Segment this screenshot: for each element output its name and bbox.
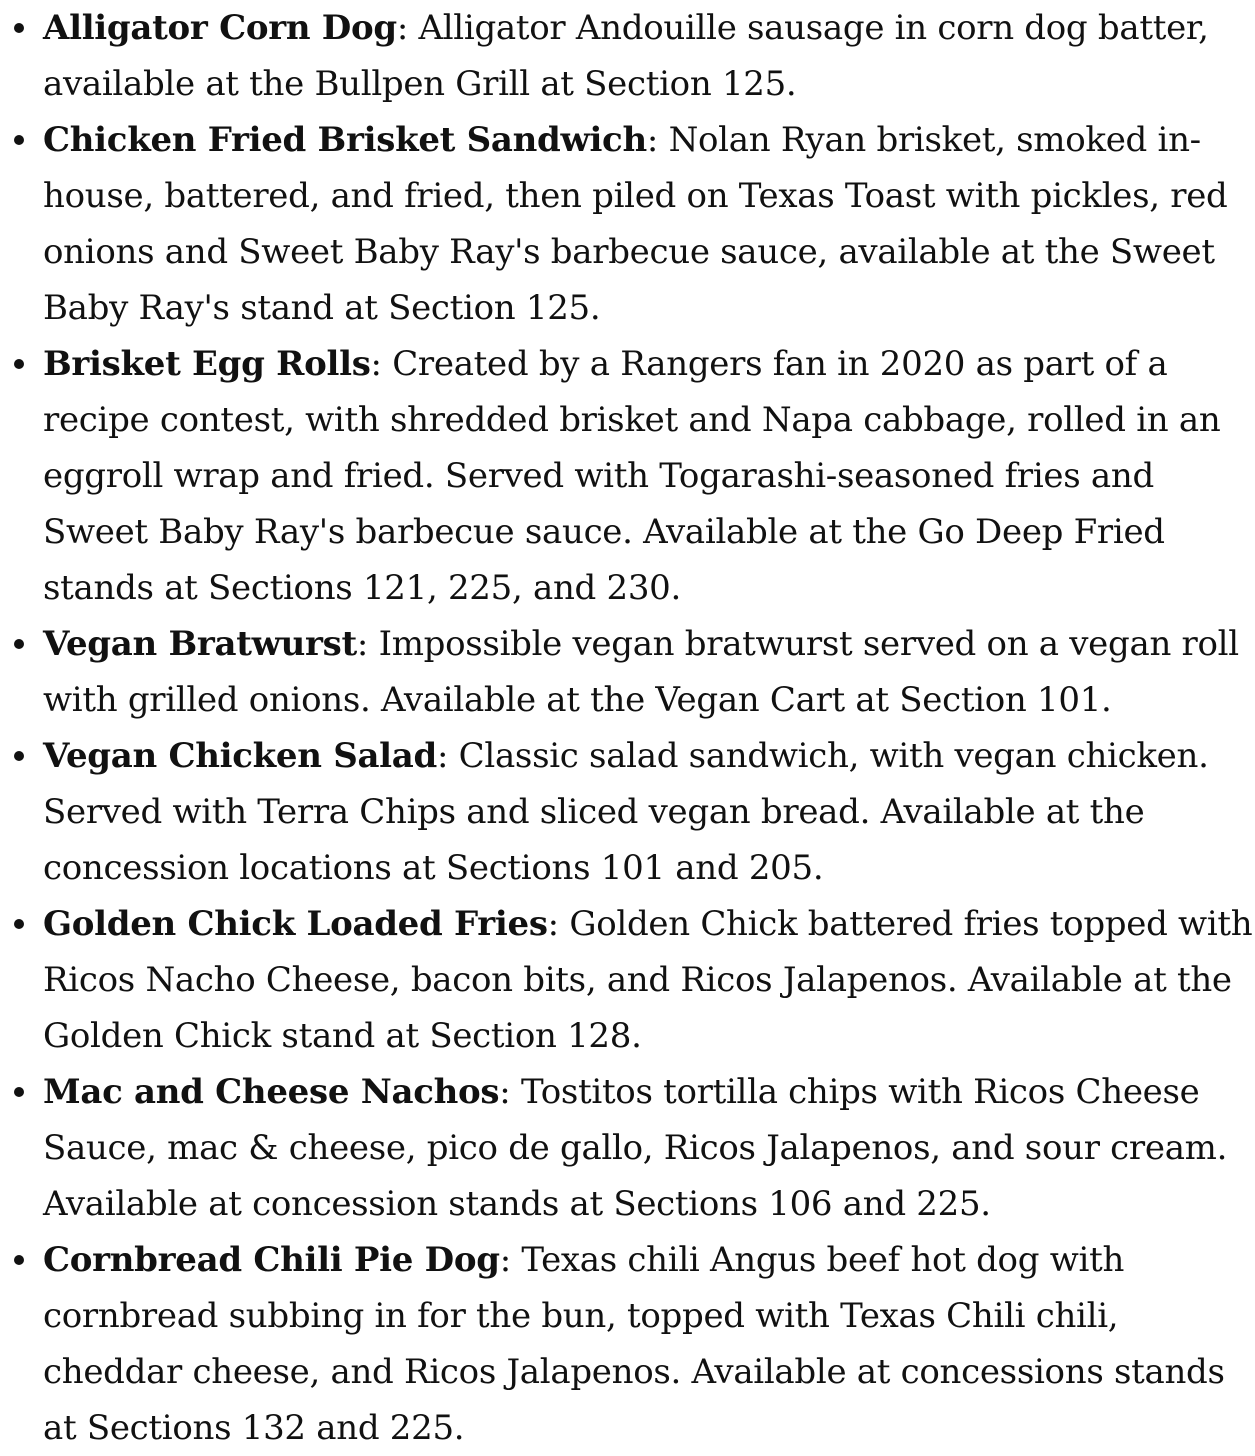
item-separator: : xyxy=(437,736,459,776)
item-name: Mac and Cheese Nachos xyxy=(43,1072,500,1112)
item-description: Created by a Rangers fan in 2020 as part of a recipe contest, with shredded brisket and Napa cabbage, rolled in an eggroll wrap and fried. Served with Togarashi-seasoned fries and Sweet Baby Ray's barbecue sauce. Available at the Go Deep Fried stands at Sections 121, 225, and 230. xyxy=(43,344,1221,608)
item-name: Vegan Chicken Salad xyxy=(43,736,437,776)
item-description: Classic salad sandwich, with vegan chicken. Served with Terra Chips and sliced vegan bread. Available at the concession locations at Sections 101 and 205. xyxy=(43,736,1209,888)
item-description: Golden Chick battered fries topped with Ricos Nacho Cheese, bacon bits, and Ricos Jalapenos. Available at the Golden Chick stand at Section 128. xyxy=(43,904,1253,1056)
item-name: Cornbread Chili Pie Dog xyxy=(43,1240,500,1280)
bullet-icon xyxy=(14,359,24,369)
item-separator: : xyxy=(396,8,419,48)
bullet-icon xyxy=(14,1255,24,1265)
item-separator: : xyxy=(370,344,393,384)
item-description: Impossible vegan bratwurst served on a vegan roll with grilled onions. Available at the Vegan Cart at Section 101. xyxy=(43,624,1239,720)
list-item-brisket-egg-rolls xyxy=(43,336,1255,616)
item-description: Tostitos tortilla chips with Ricos Cheese Sauce, mac & cheese, pico de gallo, Ricos Jalapenos, and sour cream. Available at concession stands at Sections 106 and 225. xyxy=(43,1072,1228,1224)
item-separator: : xyxy=(499,1240,522,1280)
bullet-icon xyxy=(14,639,24,649)
item-name: Brisket Egg Rolls xyxy=(43,344,371,384)
item-separator: : xyxy=(356,624,379,664)
list-item-mac-and-cheese-nachos xyxy=(43,1064,1255,1232)
item-name: Alligator Corn Dog xyxy=(43,8,397,48)
bullet-icon xyxy=(14,23,24,33)
item-separator: : xyxy=(547,904,570,944)
item-description: Alligator Andouille sausage in corn dog batter, available at the Bullpen Grill at Section 125. xyxy=(43,8,1209,104)
list-item-vegan-chicken-salad xyxy=(43,728,1255,896)
bullet-icon xyxy=(14,919,24,929)
item-name: Golden Chick Loaded Fries xyxy=(43,904,548,944)
list-item-chicken-fried-brisket-sandwich xyxy=(43,112,1255,336)
bullet-icon xyxy=(14,135,24,145)
list-item-alligator-corn-dog xyxy=(43,0,1255,112)
item-description: Nolan Ryan brisket, smoked in-house, battered, and fried, then piled on Texas Toast with pickles, red onions and Sweet Baby Ray's barbecue sauce, available at the Sweet Baby Ray's stand at Section 125. xyxy=(43,120,1228,328)
item-name: Vegan Bratwurst xyxy=(43,624,357,664)
item-separator: : xyxy=(646,120,669,160)
list-item-cornbread-chili-pie-dog xyxy=(43,1232,1255,1456)
list-item-vegan-bratwurst xyxy=(43,616,1255,728)
item-name: Chicken Fried Brisket Sandwich xyxy=(43,120,647,160)
item-description: Texas chili Angus beef hot dog with cornbread subbing in for the bun, topped with Texas Chili chili, cheddar cheese, and Ricos Jalapenos. Available at concessions stands at Sections 132 and 225. xyxy=(43,1240,1225,1448)
list-item-golden-chick-loaded-fries xyxy=(43,896,1255,1064)
bullet-icon xyxy=(14,751,24,761)
item-separator: : xyxy=(499,1072,521,1112)
bullet-icon xyxy=(14,1087,24,1097)
